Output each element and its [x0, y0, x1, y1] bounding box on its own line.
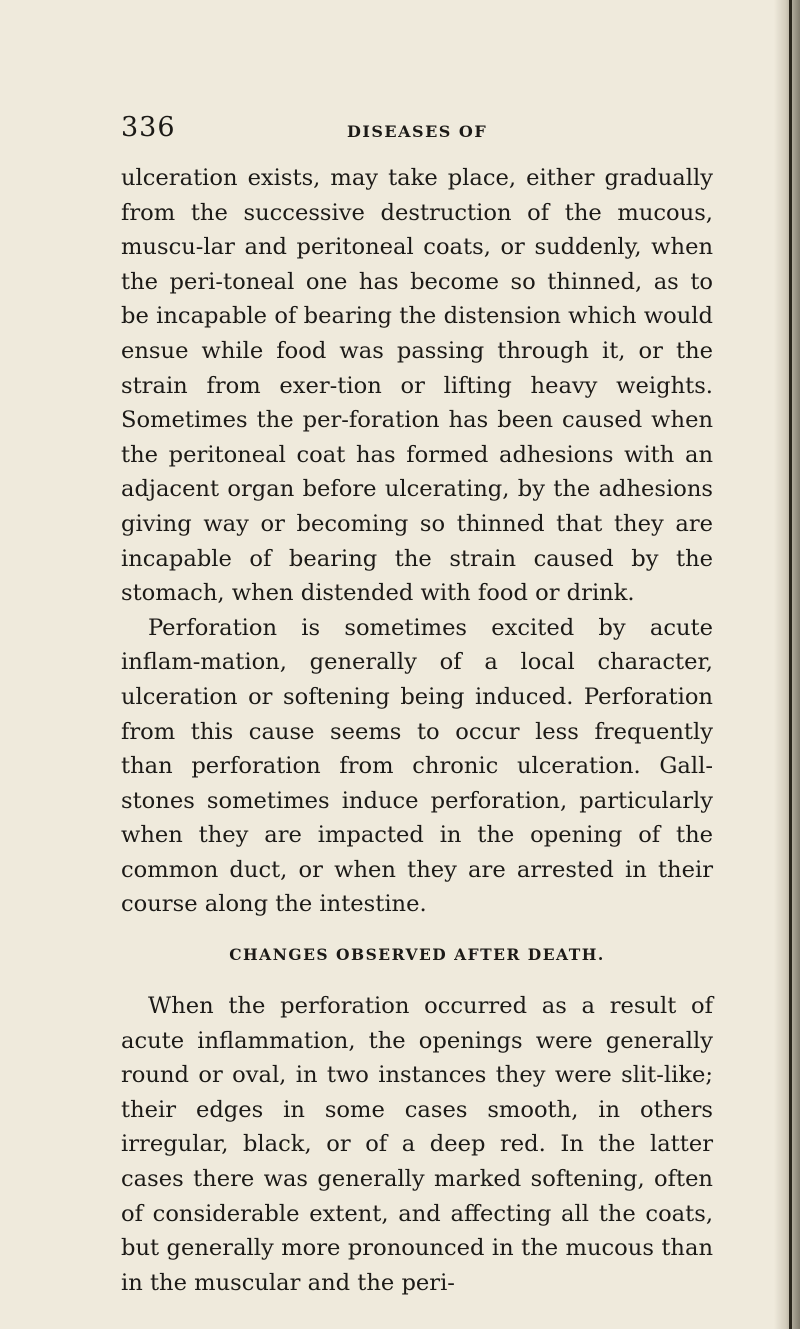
paragraph-changes: When the perforation occurred as a result of acute inflammation, the openings were generally round or oval, in two instances they were slit-like; their edges in some cases smooth, in others irregular, black, or of a deep red. In the latter cases there was generally marked softening, often of considerable extent, and affecting all the coats, but generally more pronounced in the mucous than in the muscular and the peri-	[121, 993, 713, 1296]
running-head: DISEASES OF	[347, 122, 488, 141]
body-text	[121, 161, 713, 1300]
page-binding-edge	[789, 0, 792, 1329]
page-edge-shadow	[774, 0, 800, 1329]
paragraph-perforation: Perforation is sometimes excited by acute inflam-mation, generally of a local character, ulceration or softening being induced. Perforation from this cause seems to occur less frequently than perforation from chronic ulceration. Gall-stones sometimes induce perforation, particularly when they are impacted in the opening of the common duct, or when they are arrested in their course along the intestine.	[121, 614, 713, 918]
page-number: 336	[121, 112, 176, 143]
paragraph-continuation: ulceration exists, may take place, either gradually from the successive destruction of the mucous, muscu-lar and peritoneal coats, or suddenly, when the peri-toneal one has become so thinned, as to be incapable of bearing the distension which would ensue while food was passing through it, or the strain from exer-tion or lifting heavy weights. Sometimes the per-foration has been caused when the peritoneal coat has formed adhesions with an adjacent organ before ulcerating, by the adhesions giving way or becoming so thinned that they are incapable of bearing the strain caused by the stomach, when distended with food or drink.	[121, 165, 713, 607]
page-header	[121, 112, 721, 152]
section-heading: CHANGES OBSERVED AFTER DEATH.	[229, 945, 605, 965]
